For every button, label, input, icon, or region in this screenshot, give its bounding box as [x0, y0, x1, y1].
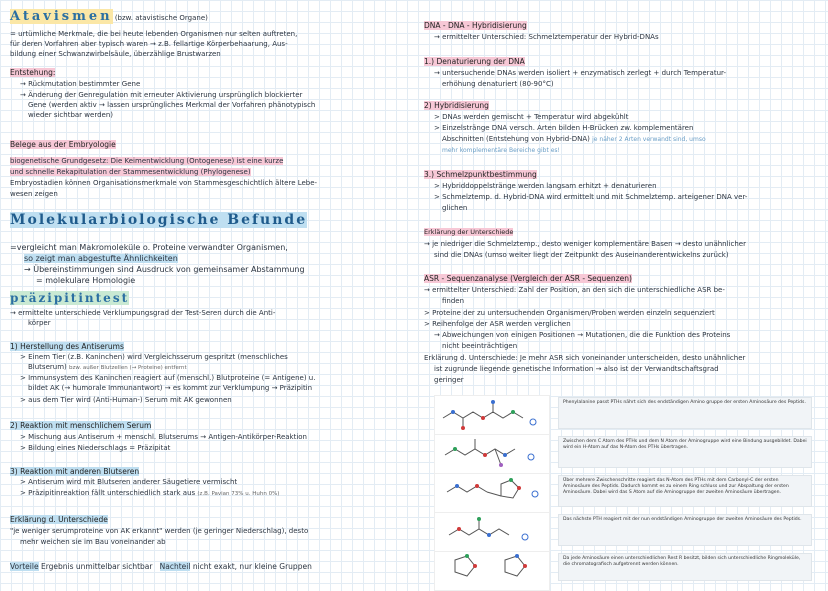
- r3-line: glichen: [442, 204, 468, 212]
- praezipitin-line: körper: [28, 319, 51, 327]
- asr-line: > Proteine der zu untersuchenden Organismen/Proben werden einzeln sequenziert: [424, 309, 715, 317]
- asr-line: Erklärung d. Unterschiede: Je mehr ASR sich voneinander unterscheiden, desto unähnlicher: [424, 354, 746, 362]
- figure-row: [434, 512, 814, 550]
- entstehung-line: Gene (werden aktiv → lassen ursprüngliches Merkmal der Vorfahren phänotypisch: [28, 101, 316, 109]
- asr-heading: ASR - Sequenzanalyse (Vergleich der ASR - Sequenzen): [424, 274, 632, 283]
- molecule-image: [434, 512, 550, 552]
- step2-line: > Mischung aus Antiserum + menschl. Blutserums → Antigen-Antikörper-Reaktion: [20, 433, 307, 441]
- r1-heading: 1.) Denaturierung der DNA: [424, 57, 525, 66]
- r2-heading: 2) Hybridisierung: [424, 101, 489, 110]
- asr-line: ist zugrunde liegende genetische Information → also ist der Verwandtschaftsgrad: [434, 365, 719, 373]
- asr-line: nicht beeinträchtigen: [442, 342, 518, 350]
- molekular-line: =vergleicht man Makromoleküle o. Proteine verwandter Organismen,: [10, 243, 288, 252]
- figure-row: [434, 473, 814, 511]
- embryologie-heading: Belege aus der Embryologie: [10, 140, 116, 149]
- molekular-line: so zeigt man abgestufte Ähnlichkeiten: [24, 254, 178, 263]
- asr-line: > Reihenfolge der ASR werden verglichen: [424, 320, 571, 328]
- r2-line: Abschnitten (Entstehung von Hybrid-DNA) je näher 2 Arten verwandt sind, umso: [442, 135, 706, 143]
- praezipitin-line: → ermittelte unterschiede Verklumpungsgrad der Test-Seren durch die Anti-: [10, 309, 276, 317]
- figure-caption: Das nächste PTH reagiert mit der nun endständigen Aminogruppe der zweiten Aminosäure des Peptids.: [558, 514, 812, 546]
- step2-line: > Bildung eines Niederschlags = Präzipitat: [20, 444, 171, 452]
- r2-line: > DNAs werden gemischt + Temperatur wird abgekühlt: [434, 113, 629, 121]
- rerk-line: → je niedriger die Schmelztemp., desto weniger komplementäre Basen → desto unähnlicher: [424, 240, 746, 248]
- r3-heading: 3.) Schmelzpunktbestimmung: [424, 170, 537, 179]
- praezipitin-title: präzipitintest: [10, 291, 130, 305]
- figure-caption: Zwischen dem C Atom des PTHs und dem N Atom der Aminogruppe wird eine Bindung ausgebildet. Dabei wird ein H-Atom auf das N-Atom des PTHs übertragen.: [558, 436, 812, 468]
- embryologie-line: wesen zeigen: [10, 190, 58, 198]
- r1-line: erhöhung denaturiert (80-90°C): [442, 80, 554, 88]
- molekular-title: Molekularbiologische Befunde: [10, 212, 308, 228]
- entstehung-line: → Änderung der Genregulation mit erneuter Aktivierung ursprünglich blockierter: [20, 91, 303, 99]
- molecule-image: [434, 434, 550, 474]
- dna-heading: DNA - DNA - Hybridisierung: [424, 21, 527, 30]
- step1-line: Blutserum) bzw. außer Blutzellen (→ Proteine) entfernt: [28, 363, 187, 371]
- molekular-line: → Übereinstimmungen sind Ausdruck von gemeinsamer Abstammung: [24, 265, 305, 274]
- vor-nachteile: Vorteile Ergebnis unmittelbar sichtbar Nachteil nicht exakt, nur kleine Gruppen: [10, 562, 312, 571]
- rerk-heading: Erklärung der Unterschiede: [424, 228, 514, 236]
- step1-line: bildet AK (→ humorale Immunantwort) → es kommt zur Verklumpung → Präzipitin: [28, 384, 313, 392]
- asr-line: → ermittelter Unterschied: Zahl der Position, an den sich die unterschiedliche ASR be-: [424, 286, 725, 294]
- asr-line: finden: [442, 297, 465, 305]
- step1-line: > Einem Tier (z.B. Kaninchen) wird Vergleichsserum gespritzt (menschliches: [20, 353, 288, 361]
- molecule-drawing: [435, 435, 549, 473]
- dna-line: → ermittelter Unterschied: Schmelztemperatur der Hybrid-DNAs: [434, 33, 659, 41]
- molecule-drawing: [435, 513, 549, 551]
- molecule-drawing: [435, 552, 549, 584]
- molecule-drawing: [435, 474, 549, 512]
- erklaerung-line: mehr weichen sie im Bau voneinander ab: [20, 538, 166, 546]
- step1-heading: 1) Herstellung des Antiserums: [10, 342, 124, 351]
- r3-line: > Schmelztemp. d. Hybrid-DNA wird ermittelt und mit Schmelztemp. arteigener DNA ver-: [434, 193, 748, 201]
- entstehung-line: wieder sichtbar werden): [28, 111, 113, 119]
- figure-caption: Über mehrere Zwischenschritte reagiert das N-Atom des PTHs mit dem Carbonyl-C der ersten Aminosäure des Peptids. Dadurch kommt es zu einem Ring schluss und zur Abspaltung der ersten Aminosäure. Dabei wird das S Atom auf die Aminogruppe der zweiten Aminosäure übertragen.: [558, 475, 812, 507]
- atavismen-line: für deren Vorfahren aber typisch waren → z.B. fellartige Körperbehaarung, Aus-: [10, 40, 288, 48]
- figure-row: [434, 434, 814, 472]
- embryologie-line: und schnelle Rekapitulation der Stammesentwicklung (Phylogenese): [10, 168, 251, 176]
- figure-row: [434, 395, 814, 433]
- rerk-line: sind die DNAs (umso weiter liegt der Zeitpunkt des Auseinanderentwickelns zurück): [434, 251, 729, 259]
- entstehung-heading: Entstehung:: [10, 68, 56, 77]
- step3-heading: 3) Reaktion mit anderen Blutseren: [10, 467, 140, 476]
- asr-line: → Abweichungen von einigen Positionen → Mutationen, die die Funktion des Proteins: [434, 331, 731, 339]
- step3-line: > Antiserum wird mit Blutseren anderer Säugetiere vermischt: [20, 478, 238, 486]
- step2-heading: 2) Reaktion mit menschlichem Serum: [10, 421, 152, 430]
- step1-line: > aus dem Tier wird (Anti-Human-) Serum mit AK gewonnen: [20, 396, 232, 404]
- r3-line: > Hybriddoppelstränge werden langsam erhitzt + denaturieren: [434, 182, 657, 190]
- asr-line: geringer: [434, 376, 464, 384]
- molecule-image: [434, 395, 550, 435]
- step1-line: > Immunsystem des Kaninchen reagiert auf (menschl.) Blutproteine (= Antigene) u.: [20, 374, 316, 382]
- molecule-image: [434, 473, 550, 513]
- atavismen-line: = urtümliche Merkmale, die bei heute lebenden Organismen nur selten auftreten,: [10, 30, 298, 38]
- figure-caption: Phenylalanine passt PTHs nährt sich des endständigen Amino gruppe der ersten Aminosäure des Peptids.: [558, 397, 812, 429]
- r2-line: > Einzelstränge DNA versch. Arten bilden H-Brücken zw. komplementären: [434, 124, 694, 132]
- molekular-line: = molekulare Homologie: [36, 276, 136, 285]
- figure-row: [434, 551, 814, 589]
- entstehung-line: → Rückmutation bestimmter Gene: [20, 80, 141, 88]
- embryologie-line: Embryostadien können Organisationsmerkmale von Stammesgeschichtlich ältere Lebe-: [10, 179, 318, 187]
- r2-note: mehr komplementäre Bereiche gibt es!: [442, 147, 560, 154]
- molecule-image: [434, 551, 550, 591]
- embryologie-line: biogenetische Grundgesetz: Die Keimentwicklung (Ontogenese) ist eine kurze: [10, 157, 284, 165]
- erklaerung-line: "je weniger serumproteine von AK erkannt" werden (je geringer Niederschlag), desto: [10, 527, 309, 535]
- erklaerung-heading: Erklärung d. Unterschiede: [10, 515, 108, 524]
- molecule-drawing: [435, 396, 549, 434]
- atavismen-title: Atavismen (bzw. atavistische Organe): [10, 9, 208, 24]
- atavismen-line: bildung einer Schwanzwirbelsäule, überzählige Brustwarzen: [10, 50, 221, 58]
- figure-caption: Da jede Aminosäure einen unterschiedlichen Rest R besitzt, bilden sich unterschiedliche Ringmoleküle, die chromatografisch aufgetrennt werden können.: [558, 553, 812, 581]
- r1-line: → untersuchende DNAs werden isoliert + enzymatisch zerlegt + durch Temperatur-: [434, 69, 726, 77]
- step3-line: > Präzipitinreaktion fällt unterschiedlich stark aus (z.B. Pavian 73% u. Huhn 0%): [20, 489, 280, 497]
